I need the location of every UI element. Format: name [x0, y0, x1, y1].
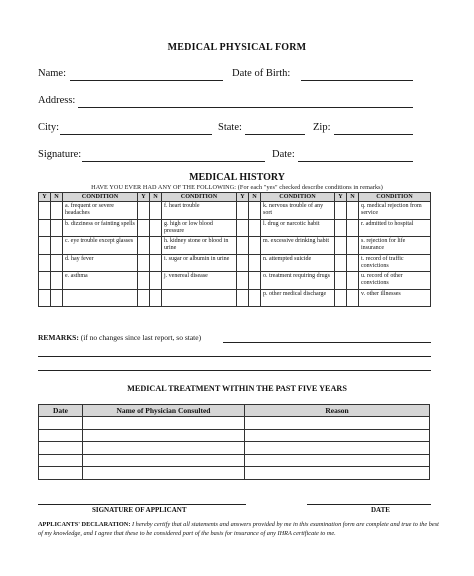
no-checkbox[interactable] — [51, 219, 63, 237]
yes-checkbox[interactable] — [138, 202, 150, 220]
yes-checkbox[interactable] — [138, 254, 150, 272]
no-checkbox[interactable] — [347, 237, 359, 255]
yes-checkbox[interactable] — [335, 219, 347, 237]
table-row — [39, 442, 430, 455]
no-checkbox[interactable] — [347, 254, 359, 272]
zip-field[interactable] — [334, 124, 413, 135]
table-row — [39, 202, 431, 220]
yes-checkbox[interactable] — [237, 219, 249, 237]
date-label: Date: — [272, 149, 295, 160]
medical-history-title: MEDICAL HISTORY — [189, 172, 285, 183]
condition-cell: c. eye trouble except glasses — [63, 237, 138, 255]
dob-label: Date of Birth: — [232, 68, 291, 79]
condition-header: CONDITION — [359, 193, 431, 202]
no-checkbox[interactable] — [51, 237, 63, 255]
date-cell[interactable] — [39, 454, 83, 467]
no-checkbox[interactable] — [347, 219, 359, 237]
n-header: N — [347, 193, 359, 202]
city-label: City: — [38, 122, 60, 133]
no-checkbox[interactable] — [249, 272, 261, 290]
no-checkbox[interactable] — [51, 272, 63, 290]
applicant-signature-line[interactable] — [38, 494, 246, 505]
yes-checkbox[interactable] — [138, 272, 150, 290]
condition-cell: d. hay fever — [63, 254, 138, 272]
medical-history-instructions: HAVE YOU EVER HAD ANY OF THE FOLLOWING: (For each "yes" checked describe conditions in remarks) — [91, 184, 383, 191]
condition-cell: r. admitted to hospital — [359, 219, 431, 237]
y-header: Y — [335, 193, 347, 202]
table-row — [39, 454, 430, 467]
no-checkbox[interactable] — [347, 202, 359, 220]
condition-cell: q. medical rejection from service — [359, 202, 431, 220]
table-row — [39, 237, 431, 255]
applicant-date-line[interactable] — [307, 494, 431, 505]
condition-cell: u. record of other convictions — [359, 272, 431, 290]
dob-field[interactable] — [301, 70, 413, 81]
yes-checkbox[interactable] — [138, 289, 150, 307]
no-checkbox[interactable] — [51, 289, 63, 307]
condition-cell: f. heart trouble — [162, 202, 237, 220]
treatment-header-row — [39, 405, 430, 417]
physician-cell[interactable] — [83, 429, 245, 442]
treatment-table — [38, 404, 430, 480]
condition-cell: b. dizziness or fainting spells — [63, 219, 138, 237]
condition-cell — [63, 289, 138, 307]
table-row — [39, 219, 431, 237]
condition-cell: m. excessive drinking habit — [261, 237, 335, 255]
name-field[interactable] — [70, 70, 223, 81]
condition-cell: n. attempted suicide — [261, 254, 335, 272]
condition-cell: v. other illnesses — [359, 289, 431, 307]
table-row — [39, 467, 430, 480]
yes-checkbox[interactable] — [237, 202, 249, 220]
n-header: N — [150, 193, 162, 202]
no-checkbox[interactable] — [51, 254, 63, 272]
date-cell[interactable] — [39, 442, 83, 455]
reason-cell[interactable] — [245, 429, 430, 442]
name-label: Name: — [38, 68, 66, 79]
remarks-line-3[interactable] — [38, 360, 431, 371]
yes-checkbox[interactable] — [335, 237, 347, 255]
yes-checkbox[interactable] — [138, 219, 150, 237]
condition-cell: p. other medical discharge — [261, 289, 335, 307]
condition-cell: k. nervous trouble of any sort — [261, 202, 335, 220]
date-cell[interactable] — [39, 467, 83, 480]
no-checkbox[interactable] — [150, 202, 162, 220]
no-checkbox[interactable] — [150, 254, 162, 272]
yes-checkbox[interactable] — [39, 272, 51, 290]
yes-checkbox[interactable] — [335, 289, 347, 307]
state-label: State: — [218, 122, 242, 133]
remarks-line-2[interactable] — [38, 346, 431, 357]
yes-checkbox[interactable] — [138, 237, 150, 255]
table-row — [39, 417, 430, 430]
yes-checkbox[interactable] — [237, 254, 249, 272]
applicant-date-label: DATE — [371, 506, 390, 514]
yes-checkbox[interactable] — [39, 202, 51, 220]
applicant-declaration: APPLICANTS' DECLARATION: I hereby certify that all statements and answers provided by me in this examination form are complete and true to the best of my knowledge, and I agree that these to be considered part of the basis for insurance of any IHRA certificate to me. — [38, 521, 439, 537]
applicant-signature-label: SIGNATURE OF APPLICANT — [92, 506, 187, 514]
table-row — [39, 429, 430, 442]
treatment-reason-header: Reason — [245, 405, 430, 417]
yes-checkbox[interactable] — [39, 237, 51, 255]
yes-checkbox[interactable] — [335, 272, 347, 290]
treatment-date-header: Date — [39, 405, 83, 417]
n-header: N — [51, 193, 63, 202]
no-checkbox[interactable] — [249, 202, 261, 220]
y-header: Y — [138, 193, 150, 202]
no-checkbox[interactable] — [347, 289, 359, 307]
yes-checkbox[interactable] — [39, 289, 51, 307]
condition-cell — [162, 289, 237, 307]
table-row — [39, 254, 431, 272]
condition-header: CONDITION — [261, 193, 335, 202]
y-header: Y — [39, 193, 51, 202]
treatment-title: MEDICAL TREATMENT WITHIN THE PAST FIVE YEARS — [127, 384, 347, 393]
date-cell[interactable] — [39, 429, 83, 442]
treatment-physician-header: Name of Physician Consulted — [83, 405, 245, 417]
yes-checkbox[interactable] — [335, 254, 347, 272]
address-label: Address: — [38, 95, 76, 106]
date-cell[interactable] — [39, 417, 83, 430]
y-header: Y — [237, 193, 249, 202]
no-checkbox[interactable] — [249, 237, 261, 255]
address-field[interactable] — [78, 97, 413, 108]
physician-cell[interactable] — [83, 417, 245, 430]
yes-checkbox[interactable] — [39, 219, 51, 237]
table-row — [39, 272, 431, 290]
form-title: MEDICAL PHYSICAL FORM — [167, 42, 307, 53]
condition-cell: h. kidney stone or blood in urine — [162, 237, 237, 255]
no-checkbox[interactable] — [347, 272, 359, 290]
reason-cell[interactable] — [245, 442, 430, 455]
no-checkbox[interactable] — [150, 272, 162, 290]
state-field[interactable] — [245, 124, 305, 135]
condition-cell: s. rejection for life insurance — [359, 237, 431, 255]
no-checkbox[interactable] — [249, 254, 261, 272]
zip-label: Zip: — [313, 122, 331, 133]
no-checkbox[interactable] — [249, 289, 261, 307]
condition-cell: i. sugar or albumin in urine — [162, 254, 237, 272]
remarks-label: REMARKS: (if no changes since last report, so state) — [38, 333, 202, 342]
city-field[interactable] — [60, 124, 212, 135]
signature-label: Signature: — [38, 149, 82, 160]
condition-cell: o. treatment requiring drugs — [261, 272, 335, 290]
table-row — [39, 289, 431, 307]
no-checkbox[interactable] — [51, 202, 63, 220]
condition-cell: g. high or low blood pressure — [162, 219, 237, 237]
yes-checkbox[interactable] — [237, 272, 249, 290]
history-header-row — [39, 193, 431, 202]
signature-field[interactable] — [82, 151, 265, 162]
medical-history-table — [38, 192, 431, 307]
condition-cell: e. asthma — [63, 272, 138, 290]
condition-cell: j. venereal disease — [162, 272, 237, 290]
n-header: N — [249, 193, 261, 202]
yes-checkbox[interactable] — [335, 202, 347, 220]
condition-cell: l. drug or narcotic habit — [261, 219, 335, 237]
no-checkbox[interactable] — [150, 219, 162, 237]
date-field[interactable] — [298, 151, 413, 162]
reason-cell[interactable] — [245, 454, 430, 467]
condition-header: CONDITION — [63, 193, 138, 202]
yes-checkbox[interactable] — [39, 254, 51, 272]
physician-cell[interactable] — [83, 467, 245, 480]
yes-checkbox[interactable] — [237, 237, 249, 255]
condition-cell: t. record of traffic convictions — [359, 254, 431, 272]
remarks-line-1[interactable] — [223, 332, 431, 343]
condition-header: CONDITION — [162, 193, 237, 202]
physician-cell[interactable] — [83, 454, 245, 467]
no-checkbox[interactable] — [150, 289, 162, 307]
condition-cell: a. frequent or severe headaches — [63, 202, 138, 220]
no-checkbox[interactable] — [150, 237, 162, 255]
physician-cell[interactable] — [83, 442, 245, 455]
yes-checkbox[interactable] — [237, 289, 249, 307]
no-checkbox[interactable] — [249, 219, 261, 237]
reason-cell[interactable] — [245, 467, 430, 480]
reason-cell[interactable] — [245, 417, 430, 430]
